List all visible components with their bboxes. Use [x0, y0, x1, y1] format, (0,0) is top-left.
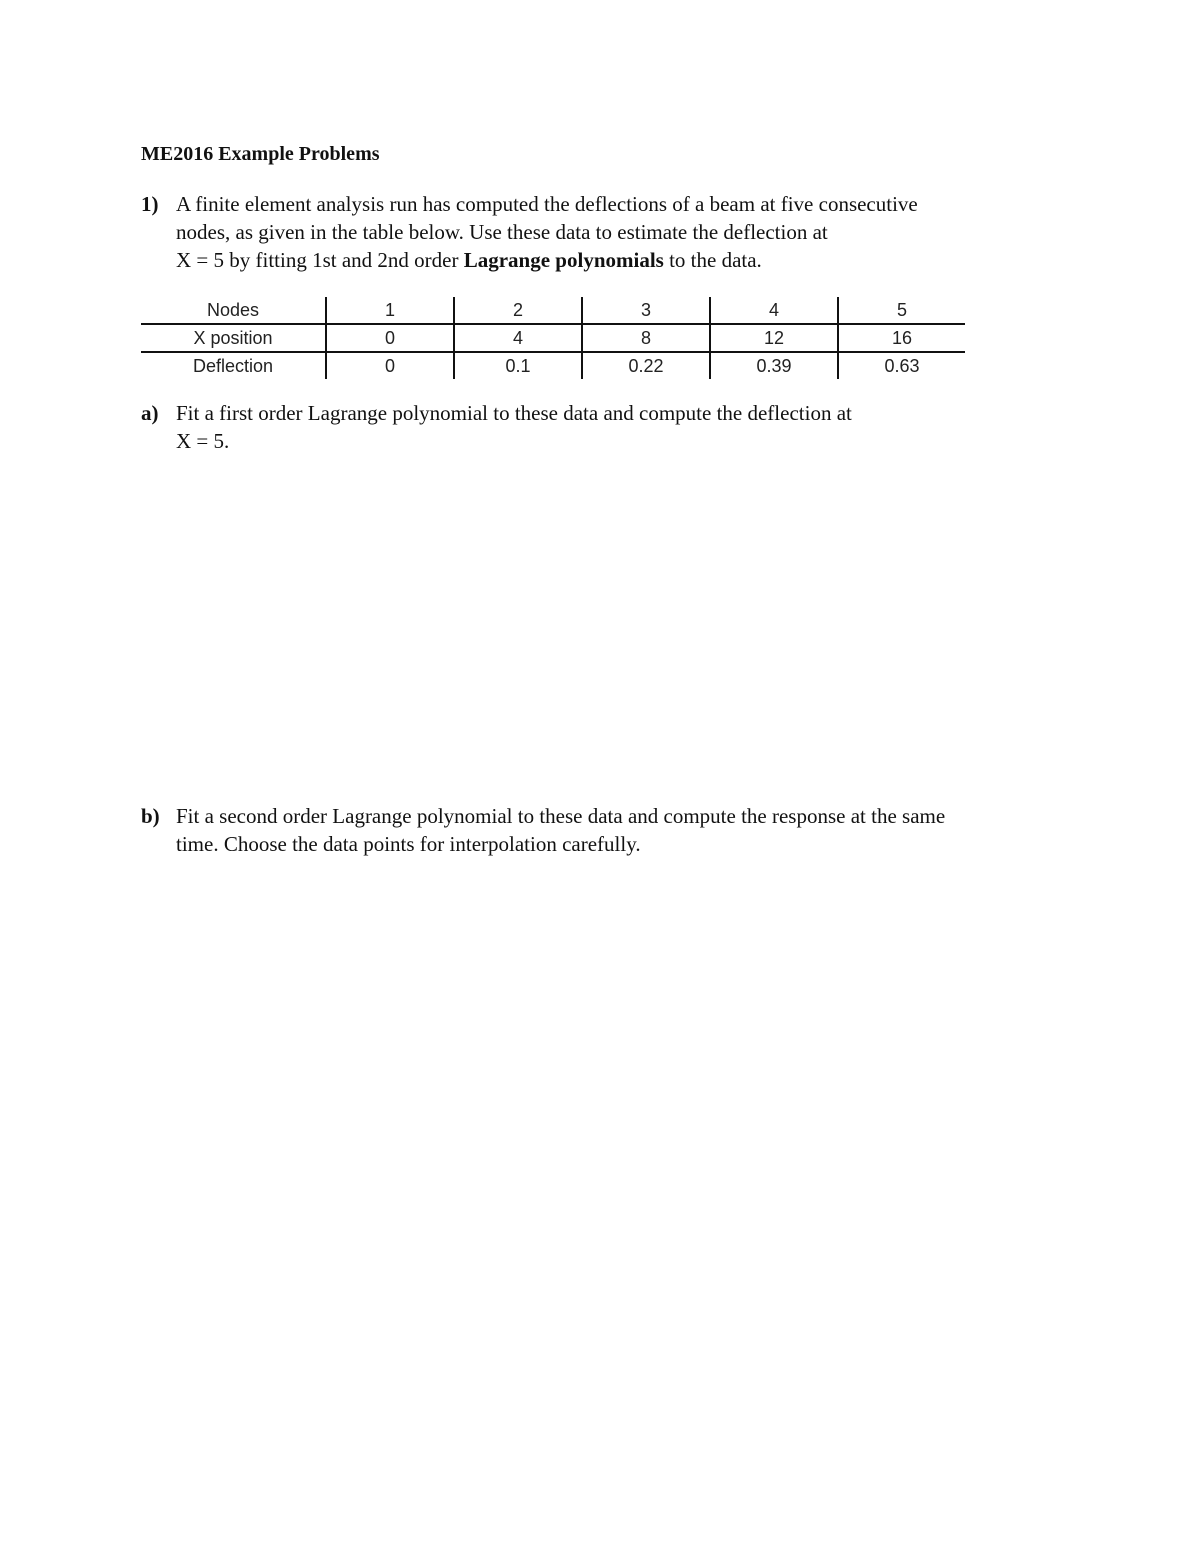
line-3-bold: Lagrange polynomials	[463, 248, 664, 272]
table-cell: 0.39	[710, 352, 838, 379]
table-cell: 2	[454, 297, 582, 324]
problem-number: 1)	[141, 192, 159, 216]
problem-1-line-1: A finite element analysis run has computed the deflections of a beam at five consecutive	[176, 192, 918, 216]
problem-1-text	[176, 190, 1061, 274]
line-3-post: to the data.	[663, 248, 762, 272]
line-3-pre: X = 5 by fitting 1st and 2nd order	[176, 248, 464, 272]
part-b-text	[176, 802, 1061, 858]
table-cell: 0.63	[838, 352, 965, 379]
table-row	[141, 324, 965, 352]
part-a-line-2: X = 5.	[176, 429, 230, 453]
table-cell: 0.1	[454, 352, 582, 379]
row-header: Deflection	[192, 355, 274, 376]
problem-1-line-2: nodes, as given in the table below. Use these data to estimate the deflection at	[176, 220, 828, 244]
table-cell: 0	[326, 352, 454, 379]
part-a-text	[176, 399, 1061, 455]
problem-1-line-3	[176, 246, 1061, 274]
data-table	[141, 297, 965, 379]
part-b-line-1: Fit a second order Lagrange polynomial to these data and compute the response at the same	[176, 804, 946, 828]
table-row	[141, 352, 965, 379]
table-cell: 16	[838, 324, 965, 352]
page-title: ME2016 Example Problems	[141, 143, 380, 165]
table-cell: 8	[582, 324, 710, 352]
table-cell: 0	[326, 324, 454, 352]
part-a-line-1: Fit a first order Lagrange polynomial to these data and compute the deflection at	[176, 401, 852, 425]
problem-1	[141, 190, 1061, 274]
part-a	[141, 399, 1061, 455]
part-b-line-2: time. Choose the data points for interpolation carefully.	[176, 832, 641, 856]
table-row	[141, 297, 965, 324]
table-cell: 0.22	[582, 352, 710, 379]
table-cell: 12	[710, 324, 838, 352]
table-cell: 3	[582, 297, 710, 324]
table-cell: 5	[838, 297, 965, 324]
table-cell: 4	[454, 324, 582, 352]
table-cell: 1	[326, 297, 454, 324]
row-header: X position	[141, 324, 326, 352]
table-cell: 4	[710, 297, 838, 324]
row-header: Nodes	[141, 297, 326, 324]
part-a-label: a)	[141, 401, 159, 425]
part-b-label: b)	[141, 804, 160, 828]
part-b	[141, 802, 1061, 858]
